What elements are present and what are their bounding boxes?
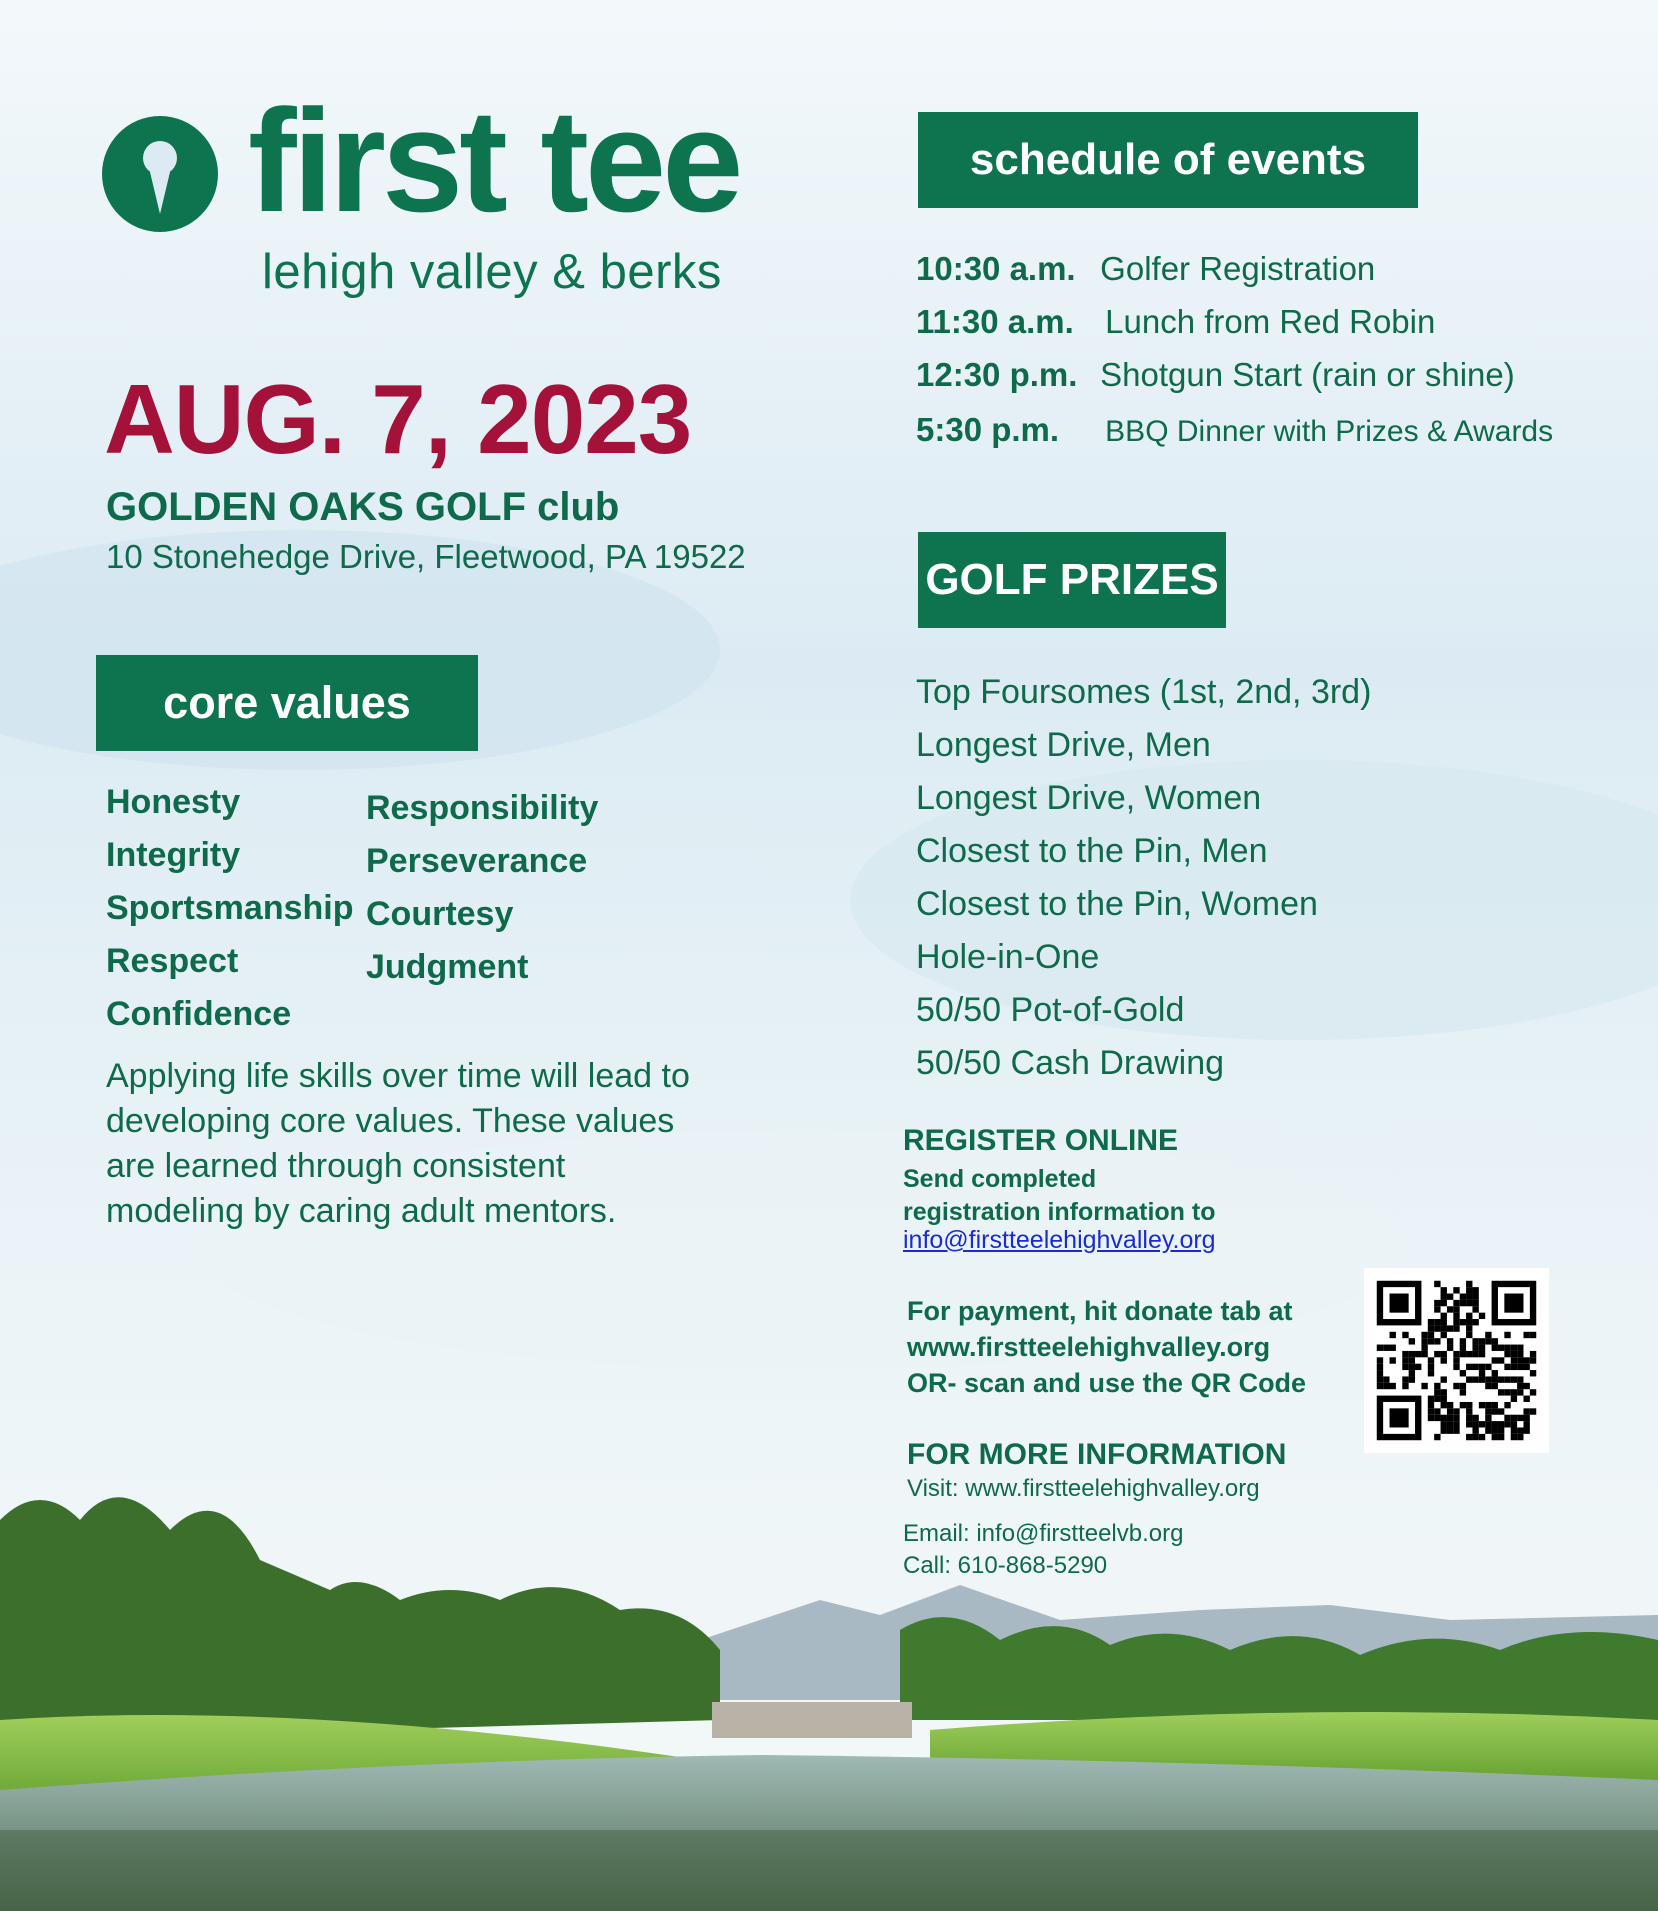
core-values-left-list — [106, 776, 353, 1041]
register-line: Send completed — [903, 1165, 1097, 1193]
prize-item: Top Foursomes (1st, 2nd, 3rd) — [916, 673, 1372, 711]
prize-item: Closest to the Pin, Women — [916, 885, 1318, 923]
prize-item: Longest Drive, Women — [916, 779, 1262, 817]
core-value-item: Respect — [106, 942, 239, 980]
schedule-event: Shotgun Start (rain or shine) — [1100, 356, 1515, 393]
schedule-row — [916, 252, 1375, 285]
core-value-item: Integrity — [106, 836, 241, 874]
schedule-time: 10:30 a.m. — [916, 250, 1076, 287]
first-tee-logo-icon — [100, 114, 220, 234]
more-info-contact — [903, 1518, 1183, 1582]
prize-item: 50/50 Cash Drawing — [916, 1044, 1225, 1082]
register-line: registration information to — [903, 1198, 1216, 1226]
schedule-event: BBQ Dinner with Prizes & Awards — [1105, 415, 1554, 448]
schedule-heading: schedule of events — [918, 112, 1418, 208]
register-email-link[interactable]: info@firstteelehighvalley.org — [903, 1226, 1216, 1254]
schedule-row — [916, 358, 1515, 391]
prize-item: 50/50 Pot-of-Gold — [916, 991, 1185, 1029]
prize-item: Closest to the Pin, Men — [916, 832, 1268, 870]
schedule-row — [916, 305, 1435, 338]
core-values-right-list — [366, 782, 598, 994]
prize-item: Hole-in-One — [916, 938, 1100, 976]
event-address: 10 Stonehedge Drive, Fleetwood, PA 19522 — [106, 538, 746, 575]
logo-wordmark: first tee — [248, 79, 740, 242]
core-value-item: Judgment — [366, 948, 529, 986]
schedule-time: 5:30 p.m. — [916, 411, 1060, 448]
payment-url: www.firstteelehighvalley.org — [907, 1332, 1271, 1362]
core-value-item: Honesty — [106, 783, 241, 821]
more-info-visit: Visit: www.firstteelehighvalley.org — [907, 1475, 1260, 1502]
core-value-item: Courtesy — [366, 895, 514, 933]
core-values-description: Applying life skills over time will lead to developing core values. These values are learned through consistent modeling by caring adult mentors. — [106, 1057, 690, 1230]
prize-item: Longest Drive, Men — [916, 726, 1211, 764]
qr-code-icon[interactable] — [1364, 1268, 1549, 1453]
payment-text — [907, 1293, 1306, 1401]
event-venue: GOLDEN OAKS GOLF club — [106, 485, 620, 529]
schedule-event: Lunch from Red Robin — [1105, 303, 1436, 340]
core-value-item: Responsibility — [366, 789, 599, 827]
more-info-email: Email: info@firstteelvb.org — [903, 1520, 1184, 1547]
logo-subtitle: lehigh valley & berks — [262, 245, 722, 299]
schedule-row — [916, 413, 1553, 447]
core-values-heading: core values — [96, 655, 478, 751]
core-value-item: Confidence — [106, 995, 292, 1033]
golf-prizes-list — [916, 666, 1371, 1090]
schedule-event: Golfer Registration — [1100, 250, 1376, 287]
register-heading: REGISTER ONLINE — [903, 1124, 1179, 1157]
register-text — [903, 1163, 1216, 1229]
more-info-heading: FOR MORE INFORMATION — [907, 1438, 1287, 1471]
more-info-call: Call: 610-868-5290 — [903, 1552, 1108, 1579]
golf-prizes-heading: GOLF PRIZES — [918, 532, 1226, 628]
payment-line: For payment, hit donate tab at — [907, 1296, 1293, 1326]
payment-line: OR- scan and use the QR Code — [907, 1368, 1307, 1398]
schedule-time: 11:30 a.m. — [916, 303, 1074, 340]
schedule-time: 12:30 p.m. — [916, 356, 1078, 393]
core-value-item: Sportsmanship — [106, 889, 354, 927]
event-date: AUG. 7, 2023 — [104, 364, 692, 474]
core-value-item: Perseverance — [366, 842, 588, 880]
